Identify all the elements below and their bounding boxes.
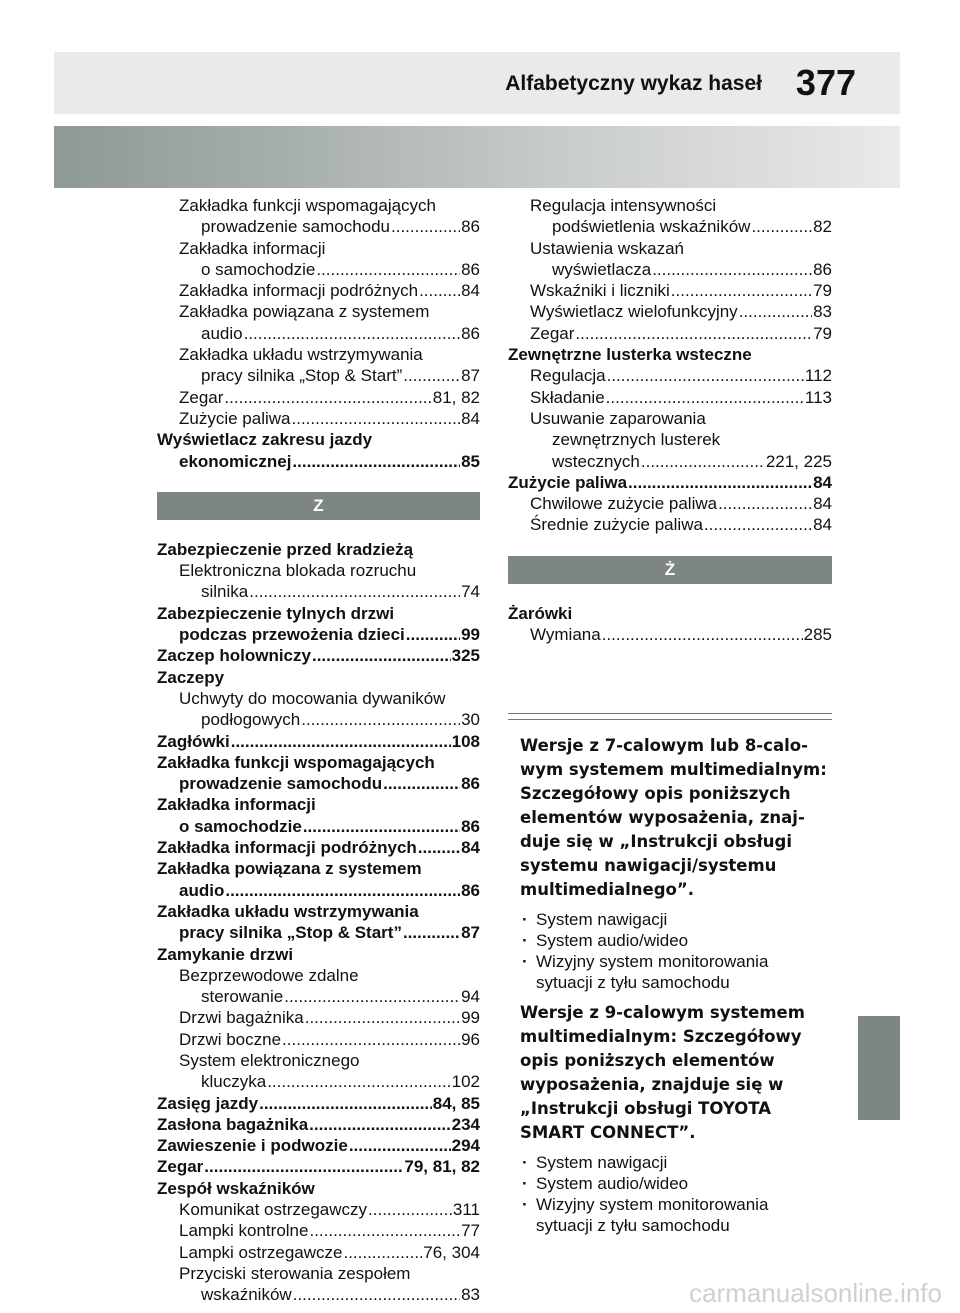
entry-text: Regulacja xyxy=(530,366,606,386)
header-title: Alfabetyczny wykaz haseł xyxy=(505,72,762,95)
index-entry xyxy=(157,1263,480,1284)
entry-text: Lampki kontrolne xyxy=(179,1221,309,1241)
notes-divider xyxy=(508,713,832,720)
watermark: carmanualsonline.info xyxy=(689,1278,942,1308)
index-block xyxy=(157,195,480,472)
bullet-item: · System nawigacji xyxy=(520,909,830,930)
bullet-item: · Wizyjny system monitorowania xyxy=(520,1194,830,1215)
entry-page-ref: 294 xyxy=(451,1136,480,1156)
index-entry xyxy=(508,216,832,237)
entry-text: wyświetlacza xyxy=(552,259,652,279)
entry-page-ref: 79 xyxy=(813,281,832,301)
entry-text: Zakładka powiązana z systemem xyxy=(157,859,422,879)
index-entry xyxy=(508,451,832,472)
index-entry xyxy=(157,1007,480,1028)
index-entry xyxy=(157,1071,480,1092)
index-entry xyxy=(508,624,832,645)
index-entry xyxy=(508,365,832,386)
entry-text: Wymiana xyxy=(530,625,601,645)
entry-page-ref: 83 xyxy=(461,1285,480,1305)
entry-page-ref: 84 xyxy=(461,838,480,858)
entry-page-ref: 234 xyxy=(451,1114,480,1134)
entry-page-ref: 96 xyxy=(461,1029,480,1049)
bullet-list xyxy=(520,1152,830,1236)
index-entry xyxy=(157,773,480,794)
index-entry xyxy=(508,514,832,535)
dot-leader xyxy=(309,1220,460,1241)
index-entry xyxy=(157,837,480,858)
dot-leader xyxy=(403,922,460,943)
entry-text: Wyświetlacz zakresu jazdy xyxy=(157,430,373,450)
dot-leader xyxy=(718,493,812,514)
dot-leader xyxy=(349,1135,451,1156)
entry-page-ref: 86 xyxy=(461,259,480,279)
index-entry xyxy=(157,709,480,730)
entry-text: Elektroniczna blokada rozruchu xyxy=(179,561,417,581)
entry-text: Usuwanie zaparowania xyxy=(530,408,706,428)
entry-text: Zakładka informacji podróżnych xyxy=(179,281,419,301)
notes-box xyxy=(520,734,830,1244)
index-entry xyxy=(157,1050,480,1071)
entry-page-ref: 86 xyxy=(461,816,480,836)
entry-text: Zużycie paliwa xyxy=(179,408,291,428)
dot-leader xyxy=(751,216,812,237)
entry-page-ref: 76, 304 xyxy=(423,1242,480,1262)
entry-page-ref: 84, 85 xyxy=(432,1093,480,1113)
index-entry xyxy=(508,280,832,301)
dot-leader xyxy=(305,1007,460,1028)
dot-leader xyxy=(224,387,431,408)
entry-page-ref: 84 xyxy=(813,472,832,492)
dot-leader xyxy=(704,514,812,535)
dot-leader xyxy=(391,216,460,237)
entry-text: Bezprzewodowe zdalne xyxy=(179,965,359,985)
index-entry xyxy=(157,944,480,965)
entry-page-ref: 30 xyxy=(461,710,480,730)
note-heading: Wersje z 7-calowym lub 8-calo-wym systemem multimedialnym: Szczegółowy opis poniższych elementów wyposażenia, znaj-duje się w „Instrukcji obsługi systemu nawigacji/systemu multimedialnego”. xyxy=(520,736,827,899)
index-entry xyxy=(508,259,832,280)
entry-text: prowadzenie samochodu xyxy=(201,217,391,237)
entry-text: Wyświetlacz wielofunkcyjny xyxy=(530,302,738,322)
index-entry xyxy=(508,472,832,493)
entry-page-ref: 221, 225 xyxy=(765,451,832,471)
dot-leader xyxy=(225,880,460,901)
index-entry xyxy=(157,645,480,666)
entry-text: pracy silnika „Stop & Start” xyxy=(179,923,402,943)
dot-leader xyxy=(293,1284,460,1305)
entry-page-ref: 102 xyxy=(451,1072,480,1092)
index-entry xyxy=(157,365,480,386)
entry-page-ref: 84 xyxy=(813,494,832,514)
entry-page-ref: 86 xyxy=(461,217,480,237)
dot-leader xyxy=(309,1114,450,1135)
entry-text: Drzwi boczne xyxy=(179,1029,282,1049)
entry-text: podczas przewożenia dzieci xyxy=(179,625,405,645)
index-entry xyxy=(157,1093,480,1114)
index-block xyxy=(508,603,832,646)
entry-page-ref: 87 xyxy=(461,923,480,943)
entry-page-ref: 325 xyxy=(451,646,480,666)
dot-leader xyxy=(383,773,460,794)
dot-leader xyxy=(316,259,460,280)
index-entry xyxy=(508,603,832,624)
entry-text: Średnie zużycie paliwa xyxy=(530,515,703,535)
entry-page-ref: 108 xyxy=(451,731,480,751)
entry-text: audio xyxy=(179,880,225,900)
index-entry xyxy=(157,1199,480,1220)
entry-text: Zakładka układu wstrzymywania xyxy=(179,345,423,365)
index-entry xyxy=(508,301,832,322)
entry-text: o samochodzie xyxy=(179,816,302,836)
index-entry xyxy=(157,216,480,237)
entry-text: Składanie xyxy=(530,387,605,407)
entry-text: Zakładka funkcji wspomagających xyxy=(179,196,437,215)
entry-text: System elektronicznego xyxy=(179,1050,360,1070)
entry-text: Żarówki xyxy=(508,603,573,623)
entry-text: Lampki ostrzegawcze xyxy=(179,1242,343,1262)
entry-page-ref: 285 xyxy=(803,625,832,645)
index-entry xyxy=(157,1114,480,1135)
entry-text: o samochodzie xyxy=(201,259,316,279)
index-entry xyxy=(157,429,480,450)
entry-text: podłogowych xyxy=(201,710,301,730)
index-entry xyxy=(157,301,480,322)
index-entry xyxy=(157,539,480,560)
index-entry xyxy=(157,1284,480,1305)
dot-leader xyxy=(244,323,460,344)
entry-text: Regulacja intensywności xyxy=(530,196,717,215)
entry-text: Zegar xyxy=(530,323,575,343)
bullet-item: · System audio/wideo xyxy=(520,1173,830,1194)
dot-leader xyxy=(284,986,460,1007)
index-entry xyxy=(508,493,832,514)
dot-leader xyxy=(292,408,461,429)
entry-text: Zagłówki xyxy=(157,731,230,751)
index-entry xyxy=(157,922,480,943)
entry-page-ref: 87 xyxy=(461,366,480,386)
index-entry xyxy=(157,624,480,645)
entry-text: Drzwi bagażnika xyxy=(179,1008,304,1028)
index-entry xyxy=(508,429,832,450)
dot-leader xyxy=(671,280,812,301)
entry-text: Zawieszenie i podwozie xyxy=(157,1136,348,1156)
entry-text: Zespół wskaźników xyxy=(157,1178,315,1198)
index-entry xyxy=(157,901,480,922)
entry-text: Zaczepy xyxy=(157,667,225,687)
entry-page-ref: 84 xyxy=(461,408,480,428)
index-entry xyxy=(157,280,480,301)
entry-page-ref: 79, 81, 82 xyxy=(404,1157,480,1177)
entry-text: sterowanie xyxy=(201,987,284,1007)
dot-leader xyxy=(575,323,812,344)
index-block xyxy=(157,539,480,1306)
entry-text: Zakładka informacji xyxy=(179,238,326,258)
index-entry xyxy=(157,731,480,752)
entry-text: Zamykanie drzwi xyxy=(157,944,294,964)
entry-page-ref: 86 xyxy=(461,323,480,343)
index-entry xyxy=(508,408,832,429)
index-entry xyxy=(508,387,832,408)
bullet-item: · Wizyjny system monitorowania xyxy=(520,951,830,972)
dot-leader xyxy=(652,259,812,280)
entry-page-ref: 94 xyxy=(461,987,480,1007)
entry-page-ref: 112 xyxy=(804,366,832,386)
index-entry xyxy=(157,323,480,344)
dot-leader xyxy=(282,1029,460,1050)
section-header-z: Z xyxy=(157,492,480,520)
entry-page-ref: 82 xyxy=(813,217,832,237)
entry-text: Przyciski sterowania zespołem xyxy=(179,1263,411,1283)
section-header-z-dot: Ż xyxy=(508,556,832,584)
entry-text: Zabezpieczenie tylnych drzwi xyxy=(157,603,395,623)
dot-leader xyxy=(303,816,460,837)
dot-leader xyxy=(249,581,460,602)
entry-text: podświetlenia wskaźników xyxy=(552,217,751,237)
entry-text: Zaczep holowniczy xyxy=(157,646,311,666)
entry-text: Zakładka funkcji wspomagających xyxy=(157,752,435,772)
entry-text: Zasłona bagażnika xyxy=(157,1114,309,1134)
index-entry xyxy=(157,880,480,901)
entry-text: Chwilowe zużycie paliwa xyxy=(530,494,718,514)
dot-leader xyxy=(739,301,812,322)
index-block xyxy=(508,195,832,536)
entry-page-ref: 113 xyxy=(804,387,832,407)
entry-page-ref: 81, 82 xyxy=(432,387,480,407)
dot-leader xyxy=(204,1156,403,1177)
bullet-item: · System audio/wideo xyxy=(520,930,830,951)
entry-text: Zużycie paliwa xyxy=(508,472,628,492)
index-entry xyxy=(157,408,480,429)
entry-page-ref: 74 xyxy=(461,582,480,602)
bullet-item-continuation: sytuacji z tyłu samochodu xyxy=(536,973,730,992)
index-entry xyxy=(157,451,480,472)
index-entry xyxy=(157,387,480,408)
dot-leader xyxy=(259,1093,432,1114)
index-entry xyxy=(508,323,832,344)
bullet-item-continuation: sytuacji z tyłu samochodu xyxy=(536,1216,730,1235)
index-entry xyxy=(157,858,480,879)
index-entry xyxy=(157,816,480,837)
dot-leader xyxy=(343,1242,422,1263)
index-entry xyxy=(157,1156,480,1177)
entry-page-ref: 99 xyxy=(461,625,480,645)
index-entry xyxy=(157,603,480,624)
index-entry xyxy=(157,238,480,259)
index-entry xyxy=(157,195,480,216)
dot-leader xyxy=(231,731,451,752)
index-entry xyxy=(157,794,480,815)
entry-page-ref: 79 xyxy=(813,323,832,343)
entry-text: Zabezpieczenie przed kradzieżą xyxy=(157,539,414,559)
index-entry xyxy=(508,195,832,216)
dot-leader xyxy=(403,365,460,386)
entry-text: ekonomicznej xyxy=(179,451,292,471)
entry-text: Zewnętrzne lusterka wsteczne xyxy=(508,345,752,365)
entry-page-ref: 99 xyxy=(461,1008,480,1028)
entry-text: Uchwyty do mocowania dywaników xyxy=(179,688,446,708)
entry-text: Zakładka układu wstrzymywania xyxy=(157,901,419,921)
index-entry xyxy=(157,344,480,365)
index-entry xyxy=(157,1220,480,1241)
entry-text: Ustawienia wskazań xyxy=(530,238,685,258)
dot-leader xyxy=(641,451,765,472)
dot-leader xyxy=(606,387,804,408)
index-entry xyxy=(157,986,480,1007)
bullet-item: · System nawigacji xyxy=(520,1152,830,1173)
index-entry xyxy=(157,667,480,688)
note-heading: Wersje z 9-calowym systemem multimedialnym: Szczegółowy opis poniższych elementów wyposażenia, znajduje się w „Instrukcji obsługi TOYOTA SMART CONNECT”. xyxy=(520,1003,805,1142)
index-column-left xyxy=(157,195,480,1306)
dot-leader xyxy=(368,1199,452,1220)
entry-text: zewnętrznych lusterek xyxy=(552,430,721,450)
entry-text: Zakładka informacji xyxy=(157,795,316,815)
bullet-list xyxy=(520,909,830,993)
dot-leader xyxy=(267,1071,450,1092)
entry-text: pracy silnika „Stop & Start” xyxy=(201,366,403,386)
entry-text: Wskaźniki i liczniki xyxy=(530,281,670,301)
index-entry xyxy=(157,581,480,602)
entry-text: Zakładka informacji podróżnych xyxy=(157,838,417,858)
dot-leader xyxy=(312,645,451,666)
index-entry xyxy=(157,688,480,709)
entry-page-ref: 86 xyxy=(461,774,480,794)
entry-page-ref: 311 xyxy=(452,1200,480,1220)
entry-text: Zegar xyxy=(179,387,224,407)
index-entry xyxy=(157,1242,480,1263)
index-entry xyxy=(157,560,480,581)
entry-text: silnika xyxy=(201,582,249,602)
index-entry xyxy=(508,238,832,259)
entry-text: Zegar xyxy=(157,1157,204,1177)
dot-leader xyxy=(292,451,460,472)
dot-leader xyxy=(602,624,803,645)
dot-leader xyxy=(406,624,460,645)
page-header xyxy=(54,52,900,114)
entry-text: Zakładka powiązana z systemem xyxy=(179,302,430,322)
index-entry xyxy=(157,1178,480,1199)
entry-text: Komunikat ostrzegawczy xyxy=(179,1200,368,1220)
thumb-index-tab xyxy=(858,1016,900,1120)
dot-leader xyxy=(607,365,804,386)
dot-leader xyxy=(301,709,460,730)
index-column-right xyxy=(508,195,832,645)
entry-text: wstecznych xyxy=(552,451,640,471)
entry-page-ref: 84 xyxy=(461,281,480,301)
dot-leader xyxy=(418,837,460,858)
entry-page-ref: 77 xyxy=(461,1221,480,1241)
dot-leader xyxy=(419,280,460,301)
entry-page-ref: 83 xyxy=(813,302,832,322)
index-entry xyxy=(157,1135,480,1156)
entry-page-ref: 85 xyxy=(461,451,480,471)
entry-page-ref: 84 xyxy=(813,515,832,535)
index-entry xyxy=(157,965,480,986)
entry-text: audio xyxy=(201,323,243,343)
page-number: 377 xyxy=(795,62,856,103)
entry-page-ref: 86 xyxy=(813,259,832,279)
entry-text: prowadzenie samochodu xyxy=(179,774,383,794)
entry-text: Zasięg jazdy xyxy=(157,1093,259,1113)
index-entry xyxy=(157,752,480,773)
dot-leader xyxy=(628,472,812,493)
gradient-bar xyxy=(54,126,900,188)
index-entry xyxy=(157,1029,480,1050)
index-entry xyxy=(157,259,480,280)
index-entry xyxy=(508,344,832,365)
entry-page-ref: 86 xyxy=(461,880,480,900)
entry-text: wskaźników xyxy=(201,1285,292,1305)
entry-text: kluczyka xyxy=(201,1072,267,1092)
